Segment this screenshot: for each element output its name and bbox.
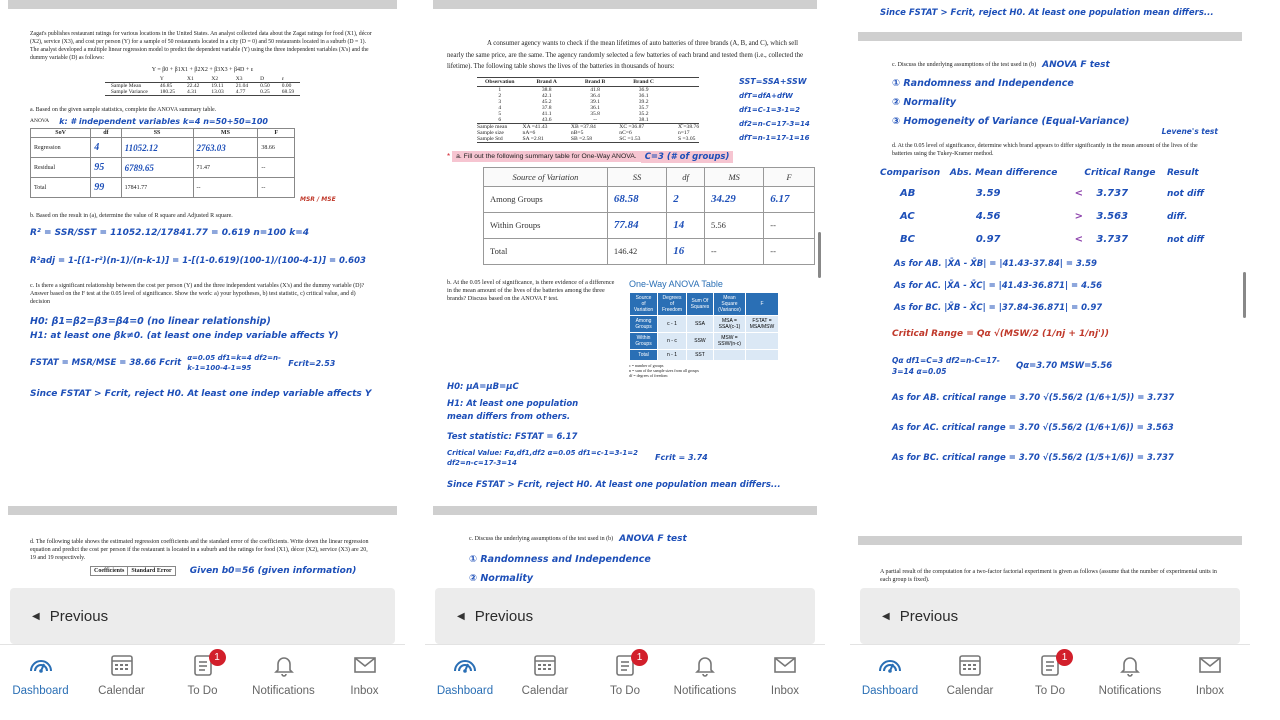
alt-hypothesis: H1: at least one βk≠0. (at least one indep variable affects Y) <box>30 331 339 341</box>
previous-button[interactable] <box>435 588 815 644</box>
reference-title: One-Way ANOVA Table <box>629 278 723 289</box>
decision-text: Since FSTAT > Fcrit, reject H0. At least one indep variable affects Y <box>30 389 372 399</box>
tab-dashboard[interactable]: Dashboard <box>3 651 79 697</box>
panel-left <box>0 0 405 720</box>
tab-bar <box>0 644 405 720</box>
todo-badge: 1 <box>1056 649 1073 666</box>
top-decision: Since FSTAT > Fcrit, reject H0. At least one population mean differs... <box>880 8 1214 18</box>
todo-badge: 1 <box>631 649 648 666</box>
regression-model: Y = β0 + β1X1 + β2X2 + β3X3 + β4D + ε <box>151 67 254 73</box>
tab-bar <box>425 644 825 720</box>
bell-icon <box>1116 651 1144 679</box>
calendar-icon <box>956 651 984 679</box>
f-stat: FSTAT = MSR/MSE = 38.66 Fcrit <box>30 358 182 368</box>
tab-inbox[interactable]: Inbox <box>747 651 823 697</box>
critical-value: Critical Value: Fα,df1,df2 α=0.05 df1=c-1=3-1=2 df2=n-c=17-3=14 <box>447 448 638 467</box>
side-notes: SST=SSA+SSW dfT=dfA+dfW df1=C-1=3-1=2 df2=n-C=17-3=14 dfT=n-1=17-1=16 <box>739 76 810 142</box>
critical-range-formula: Critical Range = Qα √(MSW/2 (1/nj + 1/nj')) <box>892 329 1110 339</box>
groups-note: C=3 (# of groups) <box>641 151 734 163</box>
assumption-3: ③ Homogeneity of Variance (Equal-Variance) <box>892 116 1130 127</box>
tab-todo[interactable]: 1 To Do <box>1012 651 1088 697</box>
tab-calendar[interactable]: Calendar <box>507 651 583 697</box>
page-break <box>8 506 397 515</box>
question-c: c. Is there a significant relationship between the cost per person (Y) and the three independent variables (X's) and the dummy variable (D)? Answer based on the F test at the 0.05 level of significance. Show the work: a) your hypotheses, b) test statistic, c) critical value, and d) decision <box>30 283 365 305</box>
doc-page-4 <box>425 534 825 584</box>
triangle-left-icon: ◀ <box>32 610 40 622</box>
reference-anova <box>629 279 779 378</box>
bell-icon <box>691 651 719 679</box>
top-divider <box>433 0 817 9</box>
factorial-intro: A partial result of the computation for a two-factor factorial experiment is given as follows (assume that the number of experimental units in each group is fixed). <box>880 569 1217 583</box>
scrollbar-thumb[interactable] <box>818 232 821 278</box>
bell-icon <box>270 651 298 679</box>
tukey-comparison-table: Comparison Abs. Mean difference Critical Range Result AB 3.59 < 3.737 not diff AC 4.56 > 3.563 diff. BC 0.97 < 3.737 not diff <box>880 168 1205 245</box>
critical-range-ab: As for AB. critical range = 3.70 √(5.56/2 (1/6+1/5)) = 3.737 <box>892 393 1175 403</box>
tab-dashboard[interactable]: Dashboard <box>852 651 928 697</box>
one-way-anova-table: Source of Variation SS df MS F Among Groups 68.58 2 34.29 6.17 Within Groups 77.84 14 5.56 -- Total 146.42 16 -- -- <box>483 167 815 265</box>
envelope-icon <box>771 651 799 679</box>
todo-badge: 1 <box>209 649 226 666</box>
doc-page-1 <box>0 30 405 399</box>
abs-diff-ac: As for AC. |X̄A - X̄C| = |41.43-36.871| = 4.56 <box>894 281 1103 291</box>
bottom-area <box>425 588 825 720</box>
battery-table: Observation Brand A Brand B Brand C 1 38.8 41.8 36.9 2 42.1 36.4 36.1 3 45.2 39.1 39.2 4 37.8 36.1 35.7 5 41.1 35.8 35.2 6 43.6 -- 38.1 Sample mean X̄A =41.43 X̄B =37.84 X̄C =36.87 X̿ =38.76 Sample size nA=6 nB=5 nC=6 n=17 Sample Std SA =2.81 SB =2.58 SC =1.53 S =3.05 <box>477 78 700 142</box>
doc-page-3 <box>425 38 825 490</box>
problem-intro: Zagat's publishes restaurant ratings for various locations in the United States. An analyst collected data about the Zagat ratings for food (X1), décor (X2), service (X3), and cost per person (Y) for a sample of 50 restaurants located in a city (D = 0) and 50 restaurants located in a suburb (D = 1). The analyst developed a multiple linear regression model to predict the dependent variable (Y) using the three independent variables (X's) and the dummy variable (D) as follows: <box>30 31 372 61</box>
previous-label: Previous <box>49 607 109 625</box>
question-d: d. At the 0.05 level of significance, determine which brand appears to differ significantly in the mean amount of the lives of the batteries using the Tukey-Kramer method. <box>892 143 1198 157</box>
envelope-icon <box>351 651 379 679</box>
triangle-left-icon: ◀ <box>457 610 465 622</box>
tab-dashboard[interactable]: Dashboard <box>427 651 503 697</box>
reference-table: Source of Variation Degrees of Freedom Sum Of Squares Mean Square (Variance) F Among Groups c - 1 SSA MSA = SSA/(c-1) FSTAT = MSA/MSW Within Groups n - c SSW MSW = SSW/(n-c) Total n - 1 SST <box>629 292 779 361</box>
doc-page-5 <box>850 60 1250 463</box>
dashboard-icon <box>27 651 55 679</box>
question-a: a. Fill out the following summary table for One-Way ANOVA. <box>452 151 641 162</box>
adjusted-r-square: R²adj = 1-[(1-r²)(n-1)/(n-k-1)] = 1-[(1-0.619)(100-1)/(100-4-1)] = 0.603 <box>30 256 366 266</box>
scrollbar-thumb[interactable] <box>1243 272 1246 318</box>
asterisk-icon: * <box>447 152 451 161</box>
alt-hypothesis: H1: At least one population mean differs from others. <box>447 398 579 422</box>
assumption-1: ① Randomness and Independence <box>469 554 651 565</box>
envelope-icon <box>1196 651 1224 679</box>
q-alpha-values: Qα=3.70 MSW=5.56 <box>1016 361 1113 371</box>
abs-diff-ab: As for AB. |X̄A - X̄B| = |41.43-37.84| = 3.59 <box>894 259 1097 269</box>
critical-range-bc: As for BC. critical range = 3.70 √(5.56/2 (1/5+1/6)) = 3.737 <box>892 453 1174 463</box>
battery-intro: A consumer agency wants to check if the mean lifetimes of auto batteries of three brands (A, B, and C), which sell nearly the same price, are the same. The agency randomly selected a few batteries of each brand and tested them (i.e., collected the lifetime). The following table shows the lives of the batteries in thousands of hours: <box>447 40 803 70</box>
previous-label: Previous <box>474 607 534 625</box>
previous-button[interactable] <box>10 588 395 644</box>
f-crit-value: Fcrit = 3.74 <box>655 453 708 462</box>
tab-notifications[interactable]: Notifications <box>667 651 743 697</box>
dashboard-icon <box>876 651 904 679</box>
question-c: c. Discuss the underlying assumptions of the test used in (b) <box>469 536 614 542</box>
test-name: ANOVA F test <box>1042 60 1110 70</box>
anova-summary-table: SoV df SS MS F Regression 4 11052.12 2763.03 38.66 Residual 95 6789.65 71.47 -- Total 99 17841.77 -- -- <box>30 128 295 198</box>
tab-todo[interactable]: 1 To Do <box>165 651 241 697</box>
anova-label: ANOVA <box>30 118 50 124</box>
f-crit-detail: α=0.05 df1=k=4 df2=n-k-1=100-4-1=95 <box>187 354 281 372</box>
f-crit-value: Fcrit=2.53 <box>288 358 336 368</box>
calendar-icon <box>531 651 559 679</box>
tab-calendar[interactable]: Calendar <box>84 651 160 697</box>
tab-inbox[interactable]: Inbox <box>327 651 403 697</box>
question-c: c. Discuss the underlying assumptions of the test used in (b) <box>892 62 1037 68</box>
null-hypothesis: H0: μA=μB=μC <box>447 381 519 392</box>
bottom-area <box>850 588 1250 720</box>
tab-calendar[interactable]: Calendar <box>932 651 1008 697</box>
dashboard-icon <box>451 651 479 679</box>
critical-range-ac: As for AC. critical range = 3.70 √(5.56/2 (1/6+1/6)) = 3.563 <box>892 423 1174 433</box>
panel-right <box>850 0 1250 720</box>
tab-bar <box>850 644 1250 720</box>
doc-page-2 <box>0 538 405 576</box>
top-divider <box>8 0 397 9</box>
anova-side-note: MSR / MSE <box>300 196 336 203</box>
panel-middle <box>425 0 825 720</box>
previous-label: Previous <box>899 607 959 625</box>
null-hypothesis: H0: β1=β2=β3=β4=0 (no linear relationship) <box>30 316 271 327</box>
question-d: d. The following table shows the estimated regression coefficients and the standard error of the coefficients. Write down the linear regression equation and predict the cost per person if the restaurant is located in a suburb and the ratings for food (X1), décor (X2), service (X3) are 20, 19 and 19 respectively. <box>30 539 369 561</box>
abs-diff-bc: As for BC. |X̄B - X̄C| = |37.84-36.871| = 0.97 <box>894 303 1103 313</box>
question-b: b. At the 0.05 level of significance, is there evidence of a difference in the mean amount of the lives of the batteries among the three brands? Discuss based on the ANOVA F test. <box>447 278 615 302</box>
calendar-icon <box>108 651 136 679</box>
assumption-2: ② Normality <box>892 97 957 108</box>
levene-note: Levene's test <box>1161 127 1218 136</box>
triangle-left-icon: ◀ <box>882 610 890 622</box>
reference-footnote: c = number of groups n = sum of the sample sizes from all groups df = degrees of freedom <box>629 362 699 378</box>
tab-notifications[interactable]: Notifications <box>1092 651 1168 697</box>
anova-note: k: # independent variables k=4 n=50+50=100 <box>59 117 268 126</box>
page-break <box>858 32 1242 41</box>
tab-todo[interactable]: 1 To Do <box>587 651 663 697</box>
bottom-area <box>0 588 405 720</box>
tab-notifications[interactable]: Notifications <box>246 651 322 697</box>
page-break <box>433 506 817 515</box>
sample-stats-table: Y X1 X2 X3 D ε Sample Mean 46.85 22.42 19.11 21.04 0.50 0.00 Sample Variance 180.25 4.31 13.03 4.77 0.25 68.59 <box>105 76 300 96</box>
assumption-1: ① Randomness and Independence <box>892 78 1074 89</box>
page-break <box>858 536 1242 545</box>
test-name: ANOVA F test <box>619 534 687 544</box>
doc-page-6 <box>850 568 1250 584</box>
assumption-2: ② Normality <box>469 573 534 584</box>
given-note: Given b0=56 (given information) <box>189 566 357 576</box>
question-b: b. Based on the result in (a), determine the value of R square and Adjusted R square. <box>30 213 233 219</box>
r-square: R² = SSR/SST = 11052.12/17841.77 = 0.619 n=100 k=4 <box>30 228 309 238</box>
question-a: a. Based on the given sample statistics, complete the ANOVA summary table. <box>30 107 217 113</box>
tab-inbox[interactable]: Inbox <box>1172 651 1248 697</box>
previous-button[interactable] <box>860 588 1240 644</box>
decision-text: Since FSTAT > Fcrit, reject H0. At least one population mean differs... <box>447 479 781 490</box>
coefficients-table: Coefficients Standard Error <box>90 566 176 576</box>
test-statistic: Test statistic: FSTAT = 6.17 <box>447 431 578 442</box>
q-alpha-block: Qα df1=C=3 df2=n-C=17-3=14 α=0.05 <box>892 356 1000 376</box>
